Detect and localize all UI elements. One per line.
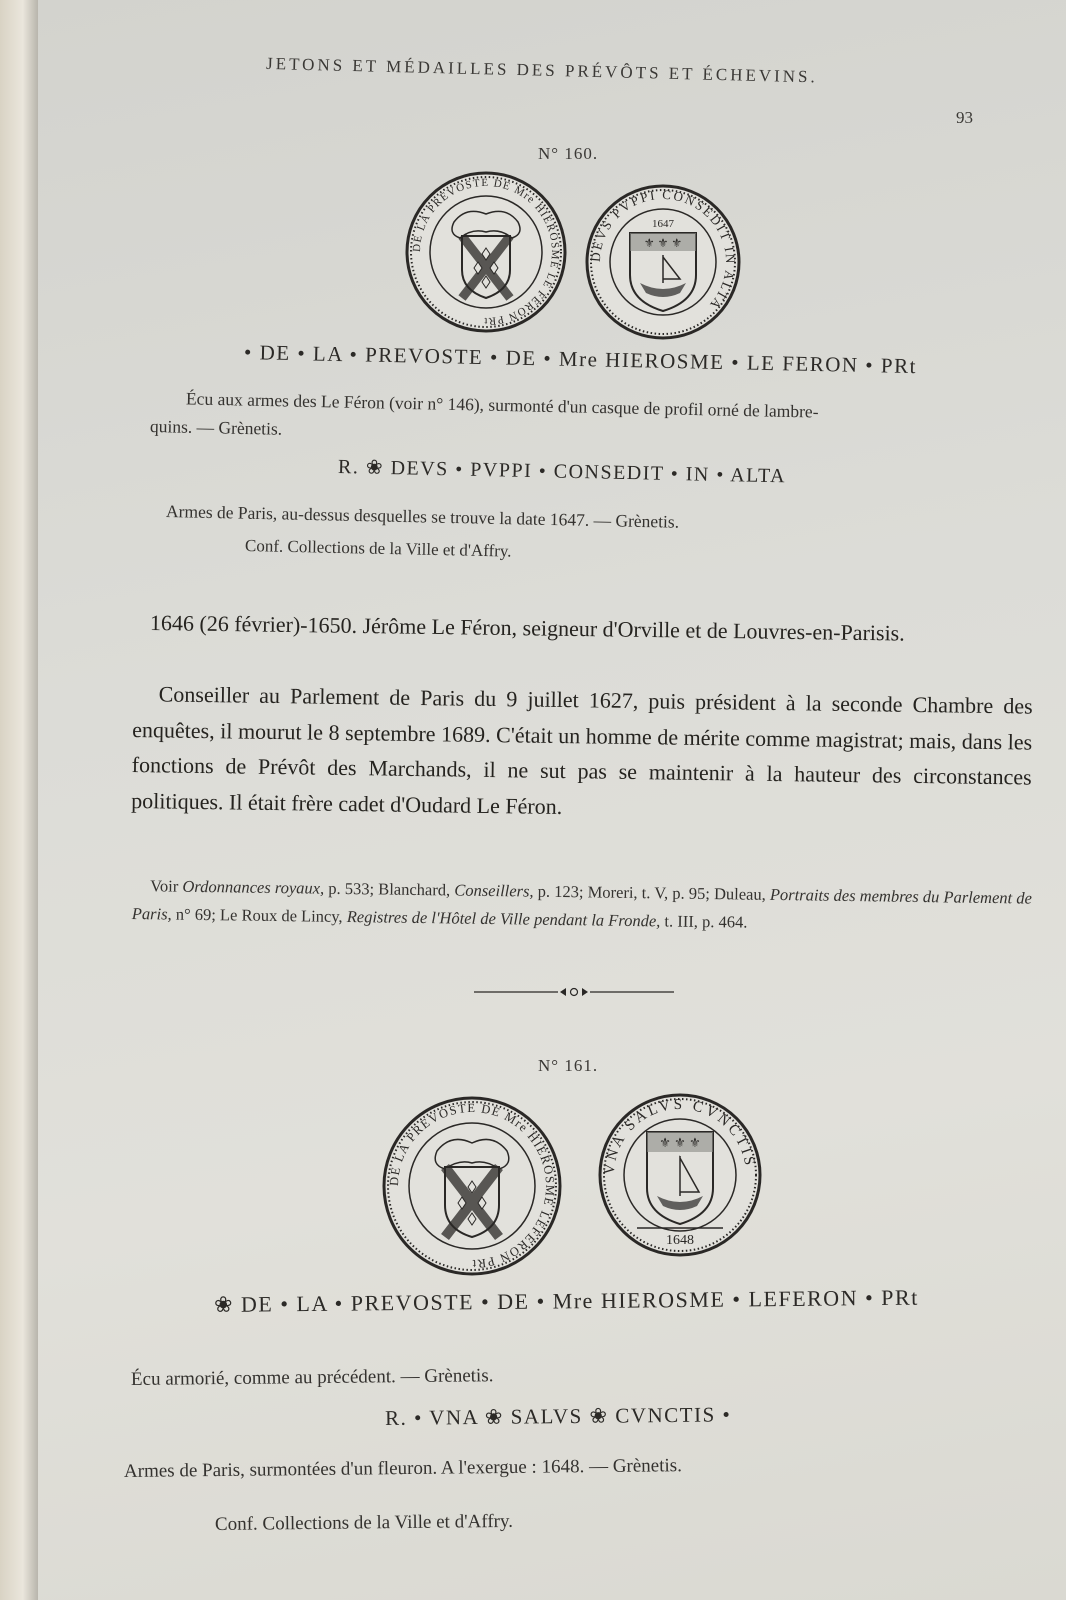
refs-title: Ordonnances royaux, — [182, 876, 325, 898]
item-161-reverse-desc: Armes de Paris, surmontées d'un fleuron. A l'exergue : 1648. — Grènetis. — [123, 1455, 682, 1482]
refs-text: p. 533; Blanchard, — [324, 878, 455, 900]
facing-page-edge — [0, 0, 38, 1600]
refs-title: Portraits des membres du Parlement de Paris, — [131, 884, 1033, 924]
item-160-conf: Conf. Collections de la Ville et d'Affry. — [244, 536, 512, 561]
coin-161-obverse-inscription: DE LA PREVOSTE DE Mre HIEROSME LEFERON PRt — [386, 1100, 558, 1272]
item-160-obverse-legend: • DE • LA • PREVOSTE • DE • Mre HIEROSME • LE FERON • PRt — [243, 340, 918, 379]
item-161-conf: Conf. Collections de la Ville et d'Affry. — [214, 1510, 514, 1535]
refs-text: n° 69; Le Roux de Lincy, — [171, 904, 347, 926]
svg-text:⚜ ⚜ ⚜: ⚜ ⚜ ⚜ — [643, 236, 683, 250]
ornamental-rule — [474, 986, 674, 998]
item-161-number: N° 161. — [538, 1056, 599, 1075]
coin-161-obverse — [381, 1095, 563, 1277]
svg-text:⚜ ⚜ ⚜: ⚜ ⚜ ⚜ — [659, 1135, 701, 1150]
book-page — [38, 0, 1066, 1600]
item-160-obverse-desc-line1: Écu aux armes des Le Féron (voir n° 146), surmonté d'un casque de profil orné de lambre- — [185, 388, 819, 422]
page-number: 93 — [956, 108, 973, 127]
entry-heading: 1646 (26 février)-1650. Jérôme Le Féron, seigneur d'Orville et de Louvres-en-Parisis. — [149, 610, 905, 646]
coin-160-obverse — [404, 170, 568, 334]
running-head: JETONS ET MÉDAILLES DES PRÉVÔTS ET ÉCHEVINS. — [265, 53, 819, 87]
coin-161-date: 1648 — [666, 1233, 694, 1248]
refs-title: Conseillers, — [454, 880, 534, 901]
item-161-reverse-legend: R. • VNA ❀ SALVS ❀ CVNCTIS • — [384, 1402, 732, 1430]
refs-title: Registres de l'Hôtel de Ville pendant la Fronde, — [346, 907, 661, 931]
entry-references — [132, 872, 1033, 941]
item-161-obverse-legend: ❀ DE • LA • PREVOSTE • DE • Mre HIEROSME • LEFERON • PRt — [213, 1284, 919, 1317]
refs-text: t. III, p. 464. — [660, 911, 748, 932]
item-161-obverse-desc: Écu armorié, comme au précédent. — Grènetis. — [130, 1365, 494, 1390]
refs-text: Voir — [150, 876, 183, 896]
item-160-reverse-legend: R. ❀ DEVS • PVPPI • CONSEDIT • IN • ALTA — [337, 456, 787, 488]
item-160-reverse-desc: Armes de Paris, au-dessus desquelles se trouve la date 1647. — Grènetis. — [165, 501, 680, 532]
coin-160-reverse-inscription: DEVS PVPPI CONSEDIT IN ALTA — [587, 186, 739, 314]
coin-161-reverse — [597, 1092, 763, 1258]
item-160-number: N° 160. — [538, 144, 599, 163]
refs-text: p. 123; Moreri, t. V, p. 95; Duleau, — [533, 881, 771, 904]
coin-160-reverse — [584, 183, 742, 341]
entry-body: Conseiller au Parlement de Paris du 9 juillet 1627, puis président à la seconde Chambre des enquêtes, il mourut le 8 septembre 1689. C'était un homme de mérite comme magistrat; mais, dans les fonctions de Prévôt des Marchands, il ne sut pas se maintenir à la hauteur des circonstances politiques. Il était frère cadet d'Oudard Le Féron. — [131, 681, 1033, 819]
item-160-obverse-desc-line2: quins. — Grènetis. — [149, 416, 283, 439]
coin-161-reverse-inscription: VNA SALVS CVNCTIS — [601, 1096, 758, 1176]
coin-160-date: 1647 — [652, 218, 674, 230]
coin-160-obverse-inscription: DE LA PREVOSTE DE Mre HIEROSME LE FERON PRt — [410, 176, 562, 328]
